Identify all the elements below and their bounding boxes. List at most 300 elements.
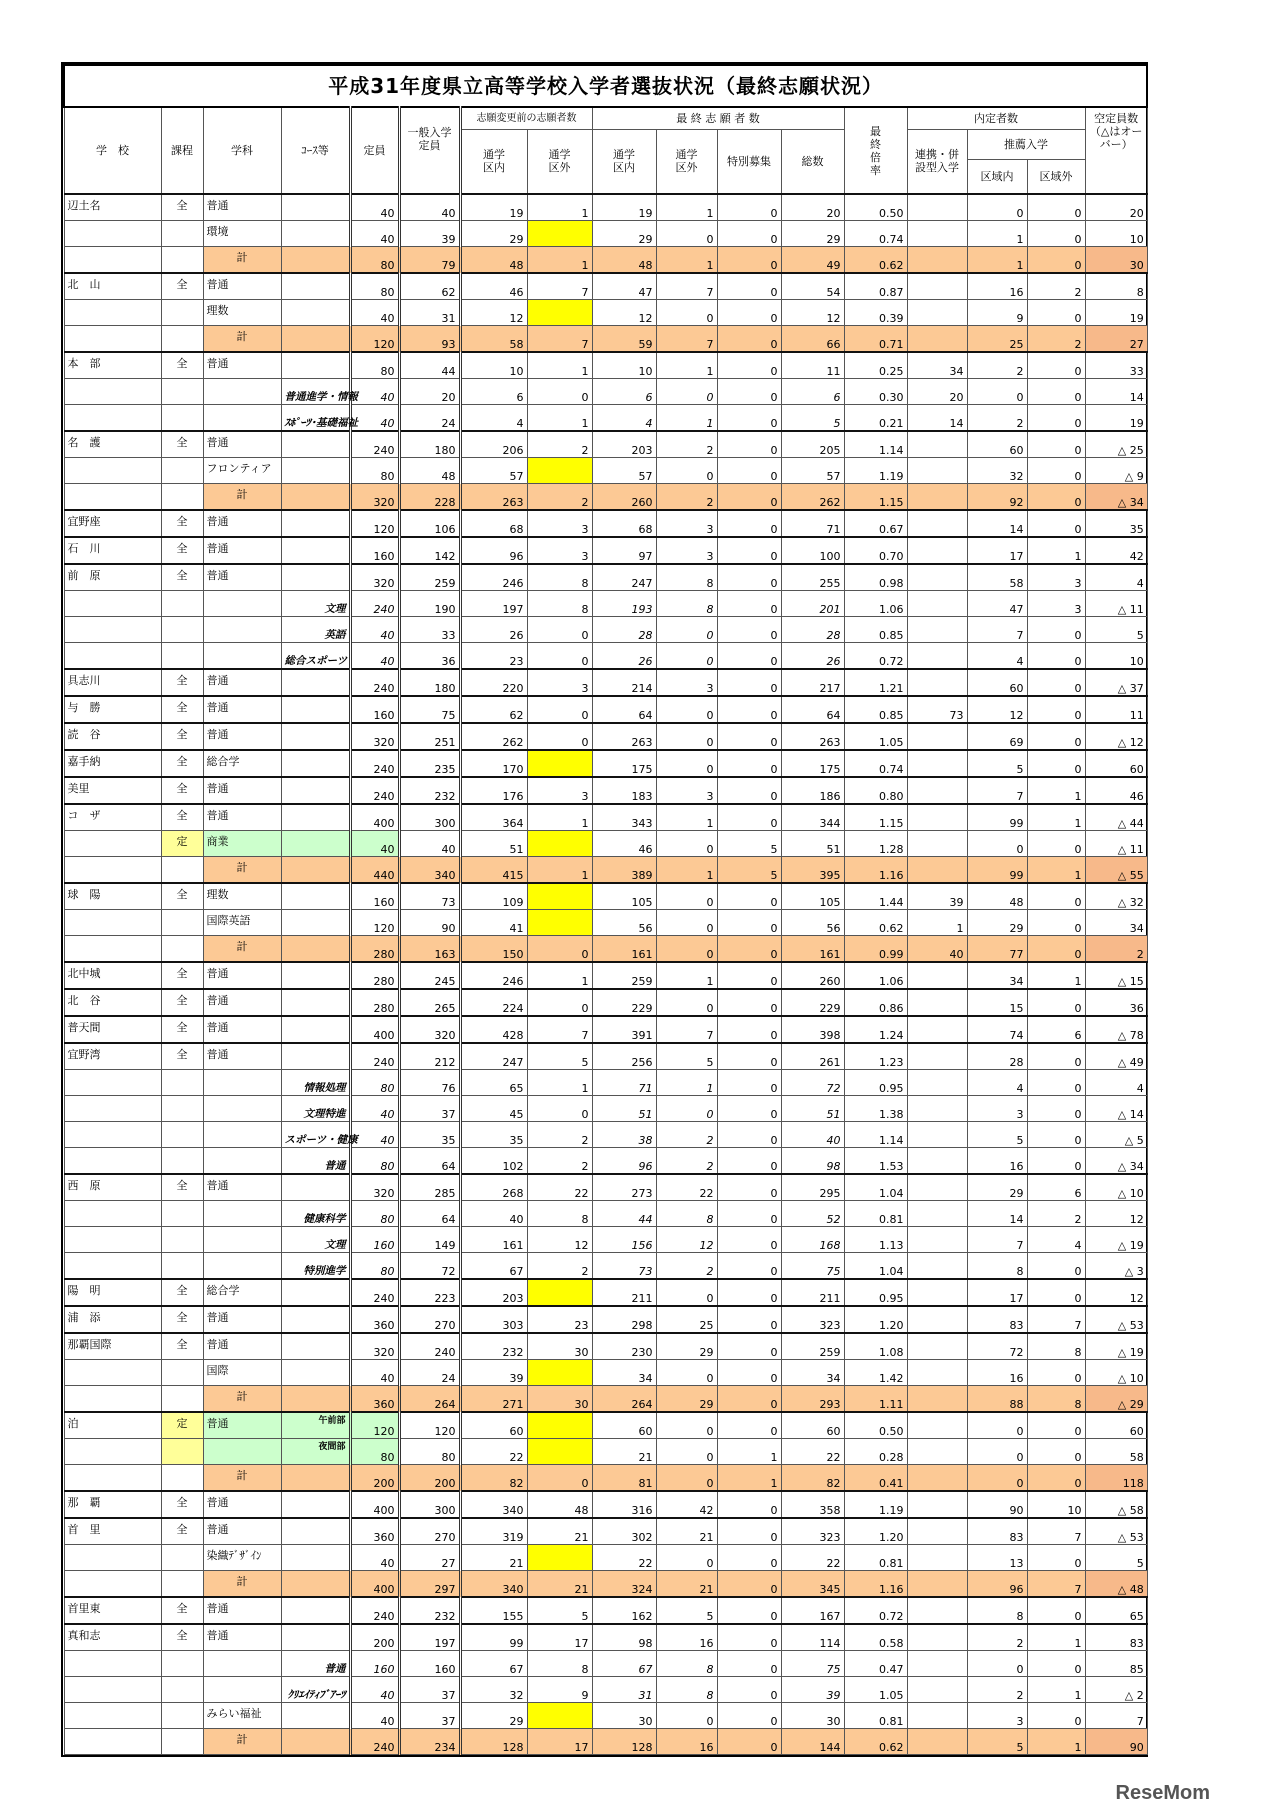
- subtotal-row: [64, 484, 1147, 511]
- cell-katei: 全: [161, 962, 203, 989]
- cell-course: [281, 669, 350, 696]
- cell-ryoiki-out: 0: [1027, 723, 1085, 750]
- cell-course: 文理特進: [281, 1096, 350, 1122]
- cell-vacancy: △ 29: [1085, 1386, 1147, 1413]
- cell-ryoiki-in: 25: [967, 326, 1027, 353]
- cell-school: 美里: [64, 777, 161, 804]
- cell-total: 66: [781, 326, 844, 353]
- cell-vacancy: △ 3: [1085, 1253, 1147, 1280]
- table-row: [64, 643, 1147, 670]
- cell-final-out: 8: [656, 564, 717, 591]
- cell-school: [64, 1386, 161, 1413]
- cell-final-out: 1: [656, 352, 717, 379]
- cell-total: 71: [781, 510, 844, 537]
- cell-ryoiki-in: 32: [967, 458, 1027, 484]
- cell-renkei: [907, 1624, 967, 1651]
- cell-katei: [161, 405, 203, 432]
- cell-before-in: 271: [460, 1386, 527, 1413]
- cell-ippan: 40: [399, 831, 460, 857]
- cell-ryoiki-in: 47: [967, 591, 1027, 617]
- cell-teiin: 280: [350, 936, 399, 963]
- cell-ryoiki-in: 28: [967, 1043, 1027, 1070]
- cell-katei: [161, 936, 203, 963]
- cell-before-in: 12: [460, 300, 527, 326]
- cell-before-in: 206: [460, 431, 527, 458]
- cell-teiin: 40: [350, 1677, 399, 1703]
- cell-ratio: 1.13: [844, 1227, 907, 1253]
- cell-katei: 全: [161, 723, 203, 750]
- cell-final-out: 0: [656, 1439, 717, 1465]
- cell-katei: [161, 1201, 203, 1227]
- cell-ippan: 90: [399, 910, 460, 936]
- cell-renkei: [907, 1545, 967, 1571]
- cell-gakka: 普通: [203, 431, 281, 458]
- header-teiin: 定員: [350, 107, 399, 194]
- cell-ratio: 0.81: [844, 1703, 907, 1729]
- cell-before-out: [527, 458, 592, 484]
- cell-total: 323: [781, 1518, 844, 1545]
- cell-ryoiki-in: 16: [967, 1148, 1027, 1175]
- cell-vacancy: △ 14: [1085, 1096, 1147, 1122]
- cell-school: 前 原: [64, 564, 161, 591]
- cell-special: 0: [717, 1518, 781, 1545]
- cell-vacancy: 4: [1085, 564, 1147, 591]
- cell-gakka: [203, 617, 281, 643]
- table-row: [64, 1070, 1147, 1096]
- cell-final-in: 256: [592, 1043, 656, 1070]
- table-row: [64, 510, 1147, 537]
- cell-school: [64, 1360, 161, 1386]
- cell-final-in: 47: [592, 273, 656, 300]
- cell-final-in: 128: [592, 1729, 656, 1755]
- cell-special: 0: [717, 1545, 781, 1571]
- table-row: [64, 1491, 1147, 1518]
- cell-ryoiki-out: 0: [1027, 1703, 1085, 1729]
- cell-total: 82: [781, 1465, 844, 1492]
- cell-special: 1: [717, 1439, 781, 1465]
- cell-ratio: 0.95: [844, 1279, 907, 1306]
- cell-final-in: 175: [592, 750, 656, 777]
- table-row: [64, 352, 1147, 379]
- cell-school: 北中城: [64, 962, 161, 989]
- cell-vacancy: 11: [1085, 696, 1147, 723]
- cell-final-in: 71: [592, 1070, 656, 1096]
- cell-renkei: [907, 247, 967, 274]
- table-row: [64, 669, 1147, 696]
- cell-final-out: 7: [656, 1016, 717, 1043]
- cell-total: 72: [781, 1070, 844, 1096]
- cell-before-out: 17: [527, 1624, 592, 1651]
- cell-ryoiki-in: 0: [967, 1465, 1027, 1492]
- cell-vacancy: 10: [1085, 643, 1147, 670]
- table-row: [64, 1201, 1147, 1227]
- cell-katei: [161, 1703, 203, 1729]
- cell-final-out: 2: [656, 1148, 717, 1175]
- cell-before-in: 62: [460, 696, 527, 723]
- cell-gakka: 総合学: [203, 1279, 281, 1306]
- cell-ippan: 44: [399, 352, 460, 379]
- cell-teiin: 400: [350, 804, 399, 831]
- cell-vacancy: △ 15: [1085, 962, 1147, 989]
- cell-before-out: [527, 1545, 592, 1571]
- cell-final-out: 0: [656, 1412, 717, 1439]
- cell-total: 28: [781, 617, 844, 643]
- cell-ippan: 37: [399, 1703, 460, 1729]
- cell-ippan: 245: [399, 962, 460, 989]
- cell-before-in: 32: [460, 1677, 527, 1703]
- cell-renkei: [907, 300, 967, 326]
- cell-ratio: 0.58: [844, 1624, 907, 1651]
- cell-teiin: 80: [350, 1439, 399, 1465]
- cell-renkei: [907, 1651, 967, 1677]
- subtotal-row: [64, 247, 1147, 274]
- header-before-out: 通学区外: [527, 129, 592, 194]
- cell-vacancy: △ 53: [1085, 1306, 1147, 1333]
- cell-before-out: [527, 883, 592, 910]
- cell-ratio: 0.98: [844, 564, 907, 591]
- cell-ippan: 340: [399, 857, 460, 884]
- header-total: 総数: [781, 129, 844, 194]
- cell-special: 0: [717, 989, 781, 1016]
- cell-teiin: 400: [350, 1491, 399, 1518]
- cell-total: 261: [781, 1043, 844, 1070]
- cell-katei: 全: [161, 804, 203, 831]
- cell-ryoiki-in: 2: [967, 1624, 1027, 1651]
- cell-gakka: [203, 1651, 281, 1677]
- cell-school: 与 勝: [64, 696, 161, 723]
- cell-ryoiki-in: 16: [967, 1360, 1027, 1386]
- cell-teiin: 320: [350, 723, 399, 750]
- cell-teiin: 40: [350, 379, 399, 405]
- cell-ippan: 76: [399, 1070, 460, 1096]
- cell-ratio: 1.21: [844, 669, 907, 696]
- cell-vacancy: 2: [1085, 936, 1147, 963]
- cell-ippan: 270: [399, 1306, 460, 1333]
- cell-final-out: 7: [656, 326, 717, 353]
- cell-before-in: 263: [460, 484, 527, 511]
- table-body: [64, 194, 1147, 1755]
- cell-ratio: 1.20: [844, 1306, 907, 1333]
- cell-vacancy: △ 34: [1085, 1148, 1147, 1175]
- cell-before-out: 1: [527, 804, 592, 831]
- cell-ryoiki-out: 1: [1027, 1677, 1085, 1703]
- cell-teiin: 40: [350, 1360, 399, 1386]
- cell-school: [64, 591, 161, 617]
- cell-ryoiki-out: 7: [1027, 1571, 1085, 1598]
- cell-course: [281, 1703, 350, 1729]
- table-row: [64, 1174, 1147, 1201]
- cell-school: コ ザ: [64, 804, 161, 831]
- cell-teiin: 320: [350, 564, 399, 591]
- cell-before-in: 60: [460, 1412, 527, 1439]
- table-row: [64, 537, 1147, 564]
- cell-special: 0: [717, 1597, 781, 1624]
- cell-ippan: 37: [399, 1677, 460, 1703]
- cell-course: [281, 484, 350, 511]
- cell-final-in: 12: [592, 300, 656, 326]
- cell-vacancy: △ 10: [1085, 1360, 1147, 1386]
- cell-ryoiki-out: 0: [1027, 910, 1085, 936]
- cell-before-in: 161: [460, 1227, 527, 1253]
- cell-total: 295: [781, 1174, 844, 1201]
- cell-total: 51: [781, 831, 844, 857]
- cell-vacancy: △ 11: [1085, 591, 1147, 617]
- cell-katei: 全: [161, 696, 203, 723]
- cell-katei: [161, 300, 203, 326]
- cell-ippan: 180: [399, 669, 460, 696]
- cell-vacancy: 27: [1085, 326, 1147, 353]
- cell-ryoiki-in: 92: [967, 484, 1027, 511]
- cell-vacancy: △ 37: [1085, 669, 1147, 696]
- cell-ryoiki-out: 0: [1027, 1545, 1085, 1571]
- cell-ryoiki-in: 5: [967, 1729, 1027, 1755]
- cell-before-out: 2: [527, 1148, 592, 1175]
- cell-ryoiki-in: 77: [967, 936, 1027, 963]
- cell-ryoiki-in: 74: [967, 1016, 1027, 1043]
- cell-ryoiki-out: 6: [1027, 1016, 1085, 1043]
- cell-course: [281, 804, 350, 831]
- cell-katei: [161, 458, 203, 484]
- cell-before-in: 57: [460, 458, 527, 484]
- cell-teiin: 80: [350, 1070, 399, 1096]
- cell-ippan: 37: [399, 1096, 460, 1122]
- cell-katei: [161, 1096, 203, 1122]
- cell-ippan: 197: [399, 1624, 460, 1651]
- cell-renkei: [907, 1201, 967, 1227]
- subtotal-row: [64, 1465, 1147, 1492]
- cell-final-out: 1: [656, 405, 717, 432]
- cell-katei: 定: [161, 831, 203, 857]
- cell-before-out: 30: [527, 1386, 592, 1413]
- cell-before-out: 0: [527, 936, 592, 963]
- table-row: [64, 1043, 1147, 1070]
- cell-gakka: 商業: [203, 831, 281, 857]
- cell-teiin: 240: [350, 1597, 399, 1624]
- cell-course: [281, 537, 350, 564]
- cell-course: 英語: [281, 617, 350, 643]
- cell-ratio: 1.14: [844, 431, 907, 458]
- cell-total: 26: [781, 643, 844, 670]
- header-ratio: 最終倍率: [844, 107, 907, 194]
- cell-teiin: 40: [350, 221, 399, 247]
- cell-gakka: フロンティア: [203, 458, 281, 484]
- cell-final-out: 16: [656, 1624, 717, 1651]
- cell-teiin: 240: [350, 1043, 399, 1070]
- cell-ryoiki-in: 0: [967, 1412, 1027, 1439]
- table-row: [64, 696, 1147, 723]
- cell-ratio: 1.05: [844, 1677, 907, 1703]
- cell-school: 宜野座: [64, 510, 161, 537]
- cell-total: 105: [781, 883, 844, 910]
- cell-renkei: [907, 962, 967, 989]
- cell-katei: 全: [161, 1174, 203, 1201]
- cell-total: 344: [781, 804, 844, 831]
- cell-final-out: 12: [656, 1227, 717, 1253]
- cell-total: 75: [781, 1253, 844, 1280]
- cell-ippan: 64: [399, 1201, 460, 1227]
- cell-course: [281, 352, 350, 379]
- cell-teiin: 40: [350, 300, 399, 326]
- cell-ryoiki-out: 0: [1027, 936, 1085, 963]
- cell-vacancy: 10: [1085, 221, 1147, 247]
- cell-final-in: 44: [592, 1201, 656, 1227]
- cell-special: 0: [717, 300, 781, 326]
- cell-school: [64, 1571, 161, 1598]
- cell-ratio: 0.85: [844, 617, 907, 643]
- cell-teiin: 200: [350, 1624, 399, 1651]
- cell-ratio: 0.50: [844, 194, 907, 221]
- cell-total: 211: [781, 1279, 844, 1306]
- cell-before-out: [527, 1279, 592, 1306]
- cell-final-in: 162: [592, 1597, 656, 1624]
- cell-ryoiki-in: 4: [967, 643, 1027, 670]
- cell-special: 0: [717, 883, 781, 910]
- header-final-out: 通学区外: [656, 129, 717, 194]
- cell-before-in: 23: [460, 643, 527, 670]
- cell-before-in: 197: [460, 591, 527, 617]
- cell-renkei: 1: [907, 910, 967, 936]
- cell-teiin: 80: [350, 247, 399, 274]
- cell-total: 12: [781, 300, 844, 326]
- cell-ryoiki-in: 58: [967, 564, 1027, 591]
- cell-teiin: 40: [350, 405, 399, 432]
- table-row: [64, 1253, 1147, 1280]
- cell-teiin: 80: [350, 458, 399, 484]
- cell-school: 本 部: [64, 352, 161, 379]
- cell-ippan: 180: [399, 431, 460, 458]
- cell-ratio: 0.80: [844, 777, 907, 804]
- cell-before-out: 0: [527, 1465, 592, 1492]
- cell-final-in: 302: [592, 1518, 656, 1545]
- cell-course: [281, 1597, 350, 1624]
- cell-vacancy: △ 11: [1085, 831, 1147, 857]
- cell-total: 57: [781, 458, 844, 484]
- cell-before-out: 1: [527, 352, 592, 379]
- cell-katei: 全: [161, 1491, 203, 1518]
- cell-special: 0: [717, 405, 781, 432]
- cell-vacancy: 36: [1085, 989, 1147, 1016]
- table-row: [64, 1279, 1147, 1306]
- table-row: [64, 1439, 1147, 1465]
- cell-total: 398: [781, 1016, 844, 1043]
- cell-before-in: 364: [460, 804, 527, 831]
- cell-renkei: [907, 1729, 967, 1755]
- cell-ratio: 0.85: [844, 696, 907, 723]
- cell-vacancy: △ 78: [1085, 1016, 1147, 1043]
- cell-before-out: [527, 300, 592, 326]
- cell-ippan: 36: [399, 643, 460, 670]
- cell-katei: [161, 1386, 203, 1413]
- cell-ratio: 0.86: [844, 989, 907, 1016]
- cell-final-out: 0: [656, 910, 717, 936]
- cell-final-in: 19: [592, 194, 656, 221]
- cell-ryoiki-out: 7: [1027, 1518, 1085, 1545]
- cell-before-in: 262: [460, 723, 527, 750]
- cell-katei: 定: [161, 1412, 203, 1439]
- cell-final-out: 1: [656, 194, 717, 221]
- cell-teiin: 320: [350, 1174, 399, 1201]
- header-before-in: 通学区内: [460, 129, 527, 194]
- cell-ippan: 235: [399, 750, 460, 777]
- cell-special: 0: [717, 1070, 781, 1096]
- cell-teiin: 40: [350, 1096, 399, 1122]
- cell-ryoiki-in: 0: [967, 194, 1027, 221]
- cell-vacancy: △ 58: [1085, 1491, 1147, 1518]
- cell-ippan: 120: [399, 1412, 460, 1439]
- cell-gakka: 計: [203, 1386, 281, 1413]
- cell-ryoiki-out: 0: [1027, 1070, 1085, 1096]
- cell-vacancy: △ 32: [1085, 883, 1147, 910]
- cell-before-in: 22: [460, 1439, 527, 1465]
- cell-vacancy: 42: [1085, 537, 1147, 564]
- subtotal-row: [64, 1729, 1147, 1755]
- cell-course: [281, 750, 350, 777]
- cell-final-out: 0: [656, 221, 717, 247]
- cell-before-out: 1: [527, 247, 592, 274]
- cell-before-out: 3: [527, 510, 592, 537]
- cell-vacancy: 33: [1085, 352, 1147, 379]
- cell-before-out: 8: [527, 1651, 592, 1677]
- cell-renkei: 20: [907, 379, 967, 405]
- cell-teiin: 120: [350, 510, 399, 537]
- cell-katei: [161, 643, 203, 670]
- cell-katei: 全: [161, 273, 203, 300]
- cell-gakka: 普通: [203, 510, 281, 537]
- cell-ratio: 1.38: [844, 1096, 907, 1122]
- cell-school: [64, 1545, 161, 1571]
- cell-teiin: 160: [350, 1651, 399, 1677]
- table-row: [64, 1096, 1147, 1122]
- cell-ryoiki-in: 16: [967, 273, 1027, 300]
- cell-renkei: 39: [907, 883, 967, 910]
- cell-final-in: 324: [592, 1571, 656, 1598]
- cell-ratio: 0.72: [844, 1597, 907, 1624]
- cell-special: 0: [717, 247, 781, 274]
- cell-final-out: 8: [656, 1677, 717, 1703]
- cell-gakka: 普通: [203, 1333, 281, 1360]
- cell-ippan: 270: [399, 1518, 460, 1545]
- header-gakka: 学科: [203, 107, 281, 194]
- cell-before-in: 46: [460, 273, 527, 300]
- cell-katei: [161, 910, 203, 936]
- cell-gakka: [203, 1201, 281, 1227]
- cell-course: [281, 857, 350, 884]
- cell-ryoiki-out: 10: [1027, 1491, 1085, 1518]
- cell-renkei: [907, 1148, 967, 1175]
- cell-final-in: 68: [592, 510, 656, 537]
- cell-total: 259: [781, 1333, 844, 1360]
- cell-renkei: [907, 723, 967, 750]
- cell-ryoiki-out: 0: [1027, 1122, 1085, 1148]
- cell-course: [281, 326, 350, 353]
- cell-special: 0: [717, 696, 781, 723]
- cell-gakka: [203, 1677, 281, 1703]
- cell-renkei: [907, 1439, 967, 1465]
- cell-school: [64, 484, 161, 511]
- subtotal-row: [64, 936, 1147, 963]
- cell-teiin: 360: [350, 1386, 399, 1413]
- cell-special: 0: [717, 1360, 781, 1386]
- cell-renkei: [907, 537, 967, 564]
- cell-before-out: 7: [527, 273, 592, 300]
- cell-ryoiki-in: 12: [967, 696, 1027, 723]
- cell-teiin: 280: [350, 989, 399, 1016]
- cell-before-in: 58: [460, 326, 527, 353]
- cell-ratio: 0.30: [844, 379, 907, 405]
- cell-ryoiki-out: 0: [1027, 221, 1085, 247]
- cell-school: [64, 405, 161, 432]
- cell-katei: [161, 1571, 203, 1598]
